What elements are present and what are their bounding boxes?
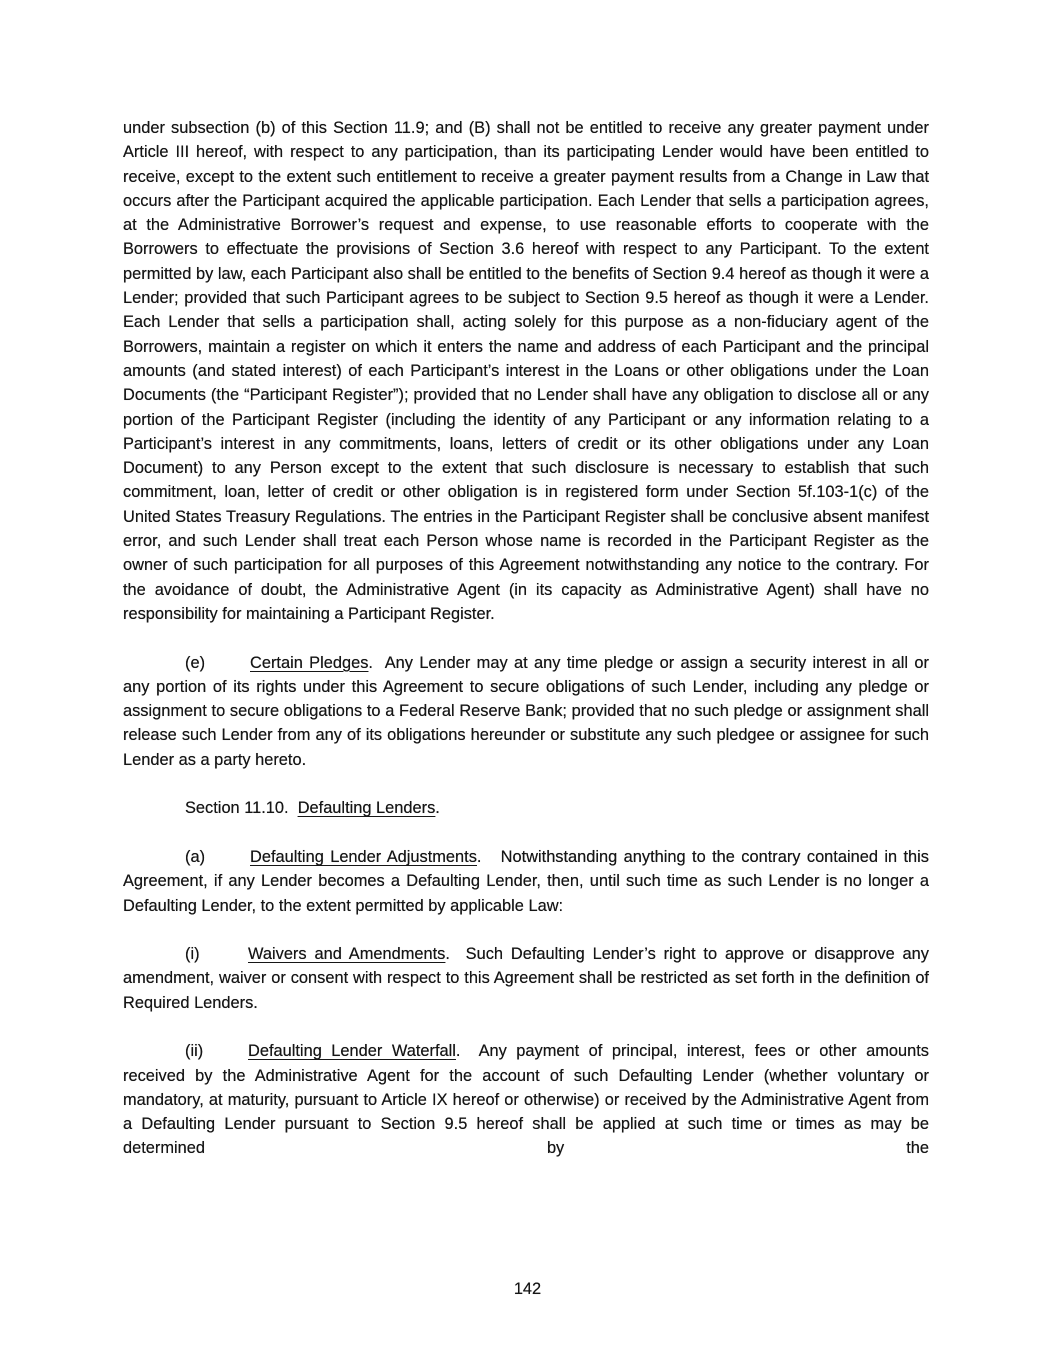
page-number: 142 [513,1280,542,1298]
subparagraph-ii-separator: . [455,1042,479,1061]
section-11-10-period: . [435,799,440,818]
paragraph-a-body: Notwithstanding anything to the contrary contained in this Agreement, if any Lender becomes a Defaulting Lender, then, until such time as such Lender is no longer a Defaulting Lender, to the extent permitted by applicable Law: [123,847,930,915]
subparagraph-i-separator: . [445,945,466,964]
subparagraph-ii-heading: Defaulting Lender Waterfall [248,1042,456,1061]
subparagraph-ii [123,1039,929,1160]
section-11-10-label: Section 11.10. [185,799,289,818]
section-11-10-separator [289,799,298,817]
subparagraph-ii-body: Any payment of principal, interest, fees or other amounts received by the Administrative Agent for the account of such Defaulting Lender (whether voluntary or mandatory, at maturity, pursuant to Article IX hereof or otherwise) or received by the Administrative Agent from a Defaulting Lender pursuant to Section 9.5 hereof shall be applied at such time or times as may be determined by the [123,1042,930,1158]
subparagraph-i [123,942,929,1015]
paragraph-continuation: under subsection (b) of this Section 11.9; and (B) shall not be entitled to receive any greater payment under Article III hereof, with respect to any participation, than its participating Lender would have been entitled to receive, except to the extent such entitlement to receive a greater payment results from a Change in Law that occurs after the Participant acquired the applicable participation. Each Lender that sells a participation agrees, at the Administrative Borrower’s request and expense, to use reasonable efforts to cooperate with the Borrowers to effectuate the provisions of Section 3.6 hereof with respect to any Participant. To the extent permitted by law, each Participant also shall be entitled to the benefits of Section 9.4 hereof as though it were a Lender; provided that such Participant agrees to be subject to Section 9.5 hereof as though it were a Lender. Each Lender that sells a participation shall, acting solely for this purpose as a non-fiduciary agent of the Borrowers, maintain a register on which it enters the name and address of each Participant and the principal amounts (and stated interest) of each Participant’s interest in the Loans or other obligations under the Loan Documents (the “Participant Register”); provided that no Lender shall have any obligation to disclose all or any portion of the Participant Register (including the identity of any Participant or any information relating to a Participant’s interest in any commitments, loans, letters of credit or its other obligations under any Loan Document) to any Person except to the extent that such disclosure is necessary to establish that such commitment, loan, letter of credit or other obligation is in registered form under Section 5f.103-1(c) of the United States Treasury Regulations. The entries in the Participant Register shall be conclusive absent manifest error, and such Lender shall treat each Person whose name is recorded in the Participant Register as the owner of such participation for all purposes of this Agreement notwithstanding any notice to the contrary. For the avoidance of doubt, the Administrative Agent (in its capacity as Administrative Agent) shall have no responsibility for maintaining a Participant Register. [123,119,929,623]
paragraph-e-separator: . [368,653,385,672]
paragraph-a-separator: . [476,847,501,866]
subparagraph-ii-marker: (ii) [185,1042,204,1061]
paragraph-e-heading: Certain Pledges [250,653,369,672]
subparagraph-i-body: Such Defaulting Lender’s right to approve or disapprove any amendment, waiver or consent with respect to this Agreement shall be restricted as set forth in the definition of Required Lenders. [123,945,929,1012]
section-11-10-heading [123,796,929,820]
paragraph-e-body: Any Lender may at any time pledge or assign a security interest in all or any portion of its rights under this Agreement to secure obligations of such Lender, including any pledge or assignment to secure obligations to a Federal Reserve Bank; provided that no such pledge or assignment shall release such Lender from any of its obligations hereunder or substitute any such pledgee or assignee for such Lender as a party hereto. [123,653,929,769]
paragraph-a [123,845,929,918]
paragraph-e-marker: (e) [185,653,206,672]
subparagraph-i-marker: (i) [185,945,200,964]
section-11-10-title: Defaulting Lenders [297,799,436,818]
subparagraph-i-heading: Waivers and Amendments [248,945,446,964]
paragraph-a-heading: Defaulting Lender Adjustments [250,847,477,866]
paragraph-e [123,651,929,772]
paragraph-a-marker: (a) [185,847,206,866]
page-content [123,116,929,1161]
